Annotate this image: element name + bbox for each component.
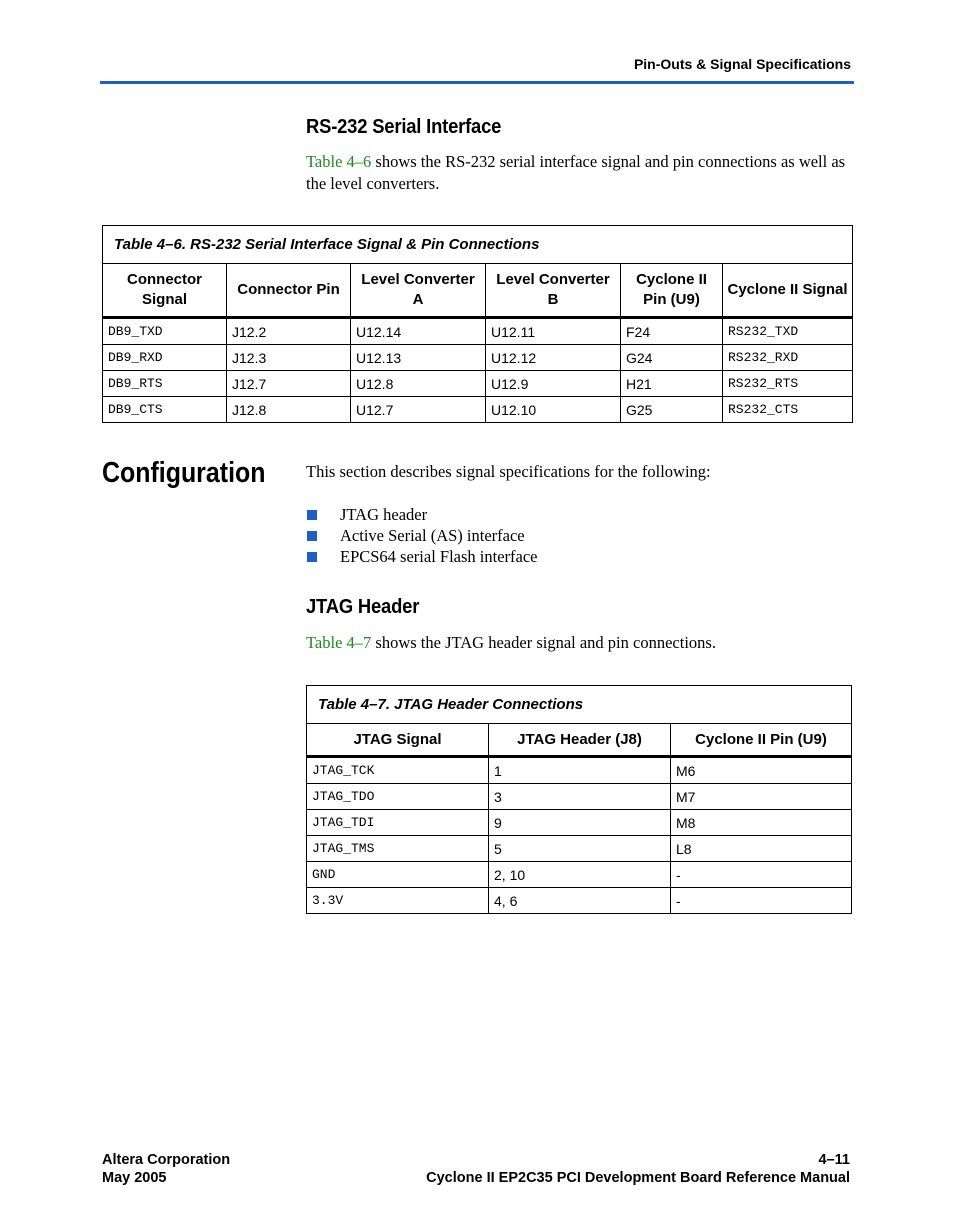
table-cell: U12.8: [351, 371, 486, 397]
column-header: Level Converter A: [351, 264, 486, 318]
rs232-heading: RS-232 Serial Interface: [306, 116, 502, 138]
table-cell: U12.14: [351, 318, 486, 345]
column-header: Connector Signal: [103, 264, 227, 318]
column-header: Cyclone II Pin (U9): [621, 264, 723, 318]
list-item: [306, 525, 538, 546]
list-item: [306, 504, 538, 525]
table-cell: U12.11: [486, 318, 621, 345]
table-cell: 5: [489, 836, 671, 862]
list-item: [306, 546, 538, 567]
table-cell: F24: [621, 318, 723, 345]
table-cell: G25: [621, 397, 723, 423]
column-header: Level Converter B: [486, 264, 621, 318]
table-cell: JTAG_TMS: [307, 836, 489, 862]
table-cell: DB9_RXD: [103, 345, 227, 371]
table-cell: L8: [671, 836, 852, 862]
jtag-intro: [306, 632, 854, 654]
table-cell: GND: [307, 862, 489, 888]
table-cell: RS232_RXD: [723, 345, 853, 371]
configuration-intro: This section describes signal specifications for the following:: [306, 462, 711, 481]
table-cell: J12.2: [227, 318, 351, 345]
table-cell: U12.9: [486, 371, 621, 397]
table-row: [103, 397, 853, 423]
list-item-text: EPCS64 serial Flash interface: [340, 547, 538, 566]
footer-right: [426, 1151, 850, 1187]
rs232-table: [102, 225, 853, 423]
jtag-intro-text: shows the JTAG header signal and pin connections.: [371, 633, 716, 652]
table-cell: DB9_CTS: [103, 397, 227, 423]
table-cell: G24: [621, 345, 723, 371]
column-header: Cyclone II Signal: [723, 264, 853, 318]
footer-manual-title: Cyclone II EP2C35 PCI Development Board Reference Manual: [426, 1170, 850, 1186]
rs232-intro: [306, 151, 854, 195]
table-row: [307, 888, 852, 914]
footer-date: May 2005: [102, 1170, 167, 1186]
table-cell: 3: [489, 784, 671, 810]
header-rule: [100, 81, 854, 84]
table-cell: U12.10: [486, 397, 621, 423]
configuration-heading: Configuration: [102, 457, 266, 489]
table-cell: 2, 10: [489, 862, 671, 888]
table-row: [103, 345, 853, 371]
jtag-table: [306, 685, 852, 914]
table-cell: RS232_TXD: [723, 318, 853, 345]
table-caption: Table 4–6. RS-232 Serial Interface Signal & Pin Connections: [103, 226, 853, 264]
column-header: JTAG Header (J8): [489, 724, 671, 757]
jtag-heading: JTAG Header: [306, 596, 420, 618]
column-header: Cyclone II Pin (U9): [671, 724, 852, 757]
table-row: [307, 757, 852, 784]
configuration-bullet-list: [306, 504, 538, 567]
table-cell: J12.8: [227, 397, 351, 423]
column-header: JTAG Signal: [307, 724, 489, 757]
table-cell: J12.7: [227, 371, 351, 397]
table-cell: JTAG_TDO: [307, 784, 489, 810]
table-cell: 1: [489, 757, 671, 784]
table-cell: -: [671, 888, 852, 914]
table-cell: DB9_TXD: [103, 318, 227, 345]
table-row: [103, 318, 853, 345]
table-cell: M8: [671, 810, 852, 836]
table-row: [307, 836, 852, 862]
table-cell: 9: [489, 810, 671, 836]
running-header: Pin-Outs & Signal Specifications: [633, 56, 851, 72]
table-cell: 3.3V: [307, 888, 489, 914]
table-cell: M6: [671, 757, 852, 784]
table-caption: Table 4–7. JTAG Header Connections: [307, 686, 852, 724]
table-cell: M7: [671, 784, 852, 810]
table-cell: U12.12: [486, 345, 621, 371]
bullet-square-icon: [307, 552, 317, 562]
bullet-square-icon: [307, 531, 317, 541]
table-row: [307, 862, 852, 888]
table-4-7-link[interactable]: Table 4–7: [306, 633, 372, 652]
table-cell: JTAG_TCK: [307, 757, 489, 784]
footer-left: [102, 1151, 230, 1187]
table-row: [307, 784, 852, 810]
column-header: Connector Pin: [227, 264, 351, 318]
list-item-text: Active Serial (AS) interface: [340, 526, 525, 545]
table-cell: DB9_RTS: [103, 371, 227, 397]
rs232-intro-text: shows the RS-232 serial interface signal and pin connections as well as the level converters.: [306, 152, 846, 193]
footer-company: Altera Corporation: [102, 1152, 231, 1168]
table-cell: H21: [621, 371, 723, 397]
table-cell: JTAG_TDI: [307, 810, 489, 836]
table-row: [307, 810, 852, 836]
table-cell: U12.13: [351, 345, 486, 371]
table-cell: -: [671, 862, 852, 888]
bullet-square-icon: [307, 510, 317, 520]
table-cell: 4, 6: [489, 888, 671, 914]
list-item-text: JTAG header: [340, 505, 428, 524]
table-cell: RS232_RTS: [723, 371, 853, 397]
table-cell: U12.7: [351, 397, 486, 423]
table-cell: RS232_CTS: [723, 397, 853, 423]
table-cell: J12.3: [227, 345, 351, 371]
footer-page-number: 4–11: [818, 1152, 850, 1168]
table-4-6-link[interactable]: Table 4–6: [306, 152, 372, 171]
table-row: [103, 371, 853, 397]
